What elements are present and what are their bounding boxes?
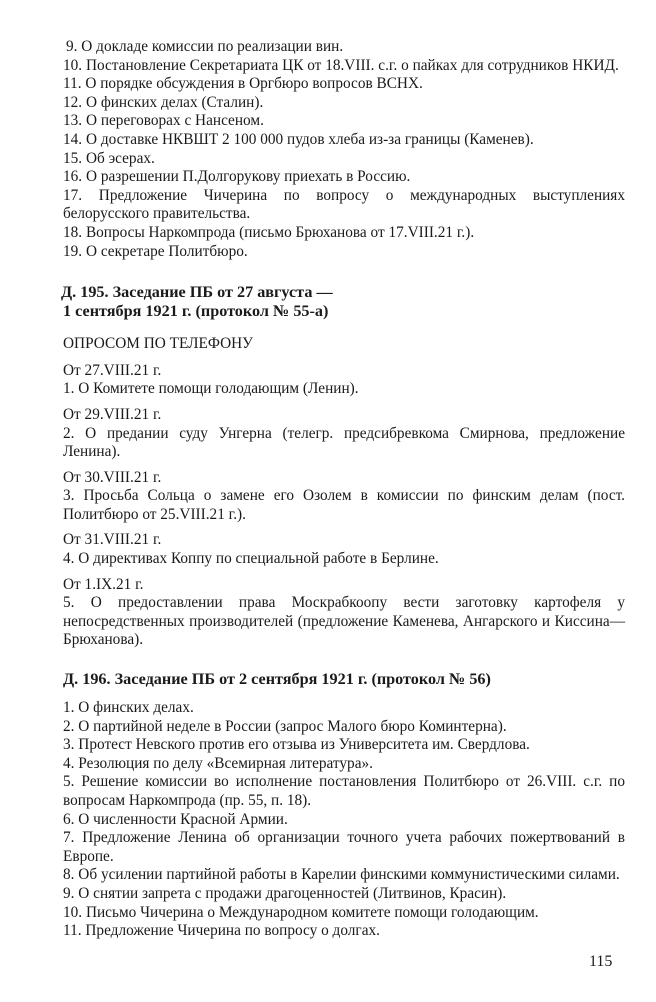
- list-item: 9. О снятии запрета с продажи драгоценностей (Литвинов, Красин).: [63, 884, 507, 902]
- doc-195-subtitle: ОПРОСОМ ПО ТЕЛЕФОНУ: [63, 335, 254, 353]
- list-item: 8. Об усилении партийной работы в Карелии финскими коммунистическими силами.: [63, 866, 620, 884]
- list-item: 10. Постановление Секретариата ЦК от 18.VIII. с.г. о пайках для сотрудников НКИД.: [63, 56, 619, 74]
- list-item: 4. О директивах Коппу по специальной работе в Берлине.: [63, 550, 439, 568]
- section1-list: [63, 38, 625, 261]
- list-item: 12. О финских делах (Сталин).: [63, 93, 264, 111]
- doc-195-entries: [63, 362, 625, 650]
- doc-195-heading-line2: 1 сентября 1921 г. (протокол № 55-а): [63, 302, 329, 321]
- list-item: 5. Решение комиссии во исполнение постановления Политбюро от 26.VIII. с.г. по вопросам Наркомпрода (пр. 55, п. 18).: [63, 773, 625, 809]
- list-item: 1. О Комитете помощи голодающим (Ленин).: [63, 380, 359, 398]
- doc-196-list: [63, 699, 625, 941]
- list-item: 7. Предложение Ленина об организации точного учета рабочих пожертвований в Европе.: [63, 829, 625, 865]
- list-item: 5. О предоставлении права Москрабкоопу вести заготовку картофеля у непосредственных производителей (предложение Каменева, Ангарского и Киссина—Брюханова).: [63, 594, 625, 649]
- list-item: 9. О докладе комиссии по реализации вин.: [66, 38, 344, 55]
- list-item: 6. О численности Красной Армии.: [63, 810, 288, 828]
- list-item: 11. Предложение Чичерина по вопросу о долгах.: [63, 922, 380, 940]
- list-item: 19. О секретаре Политбюро.: [63, 242, 248, 260]
- list-item: 16. О разрешении П.Долгорукову приехать в Россию.: [63, 168, 411, 186]
- entry-date: От 29.VIII.21 г.: [63, 405, 162, 423]
- page-content: [63, 38, 625, 941]
- entry-date: От 31.VIII.21 г.: [63, 531, 162, 549]
- page-number: 115: [589, 953, 613, 970]
- list-item: 4. Резолюция по делу «Всемирная литература».: [63, 754, 373, 772]
- entry-date: От 27.VIII.21 г.: [63, 361, 162, 379]
- entry-date: От 30.VIII.21 г.: [63, 468, 162, 486]
- list-item: 14. О доставке НКВШТ 2 100 000 пудов хлеба из-за границы (Каменев).: [63, 130, 534, 148]
- list-item: 1. О финских делах.: [63, 699, 194, 717]
- doc-195-heading: [63, 283, 625, 321]
- list-item: 2. О партийной неделе в России (запрос Малого бюро Коминтерна).: [63, 717, 507, 735]
- list-item: 17. Предложение Чичерина по вопросу о международных выступлениях белорусского правительства.: [63, 186, 625, 223]
- list-item: 15. Об эсерах.: [63, 149, 155, 167]
- list-item: 3. Протест Невского против его отзыва из Университета им. Свердлова.: [63, 736, 530, 754]
- list-item: 18. Вопросы Наркомпрода (письмо Брюханова от 17.VIII.21 г.).: [63, 223, 475, 241]
- list-item: 2. О предании суду Унгерна (телегр. предсибревкома Смирнова, предложение Ленина).: [63, 424, 625, 461]
- doc-195-heading-line1: Д. 195. Заседание ПБ от 27 августа —: [61, 283, 333, 302]
- list-item: 13. О переговорах с Нансеном.: [63, 112, 264, 130]
- list-item: 11. О порядке обсуждения в Оргбюро вопросов ВСНХ.: [63, 75, 423, 93]
- list-item: 10. Письмо Чичерина о Международном комитете помощи голодающим.: [63, 903, 539, 921]
- list-item: 3. Просьба Сольца о замене его Озолем в комиссии по финским делам (пост. Политбюро от 25.VIII.21 г.).: [63, 487, 625, 523]
- doc-196-heading: Д. 196. Заседание ПБ от 2 сентября 1921 г. (протокол № 56): [63, 670, 491, 689]
- entry-date: От 1.IX.21 г.: [63, 575, 144, 593]
